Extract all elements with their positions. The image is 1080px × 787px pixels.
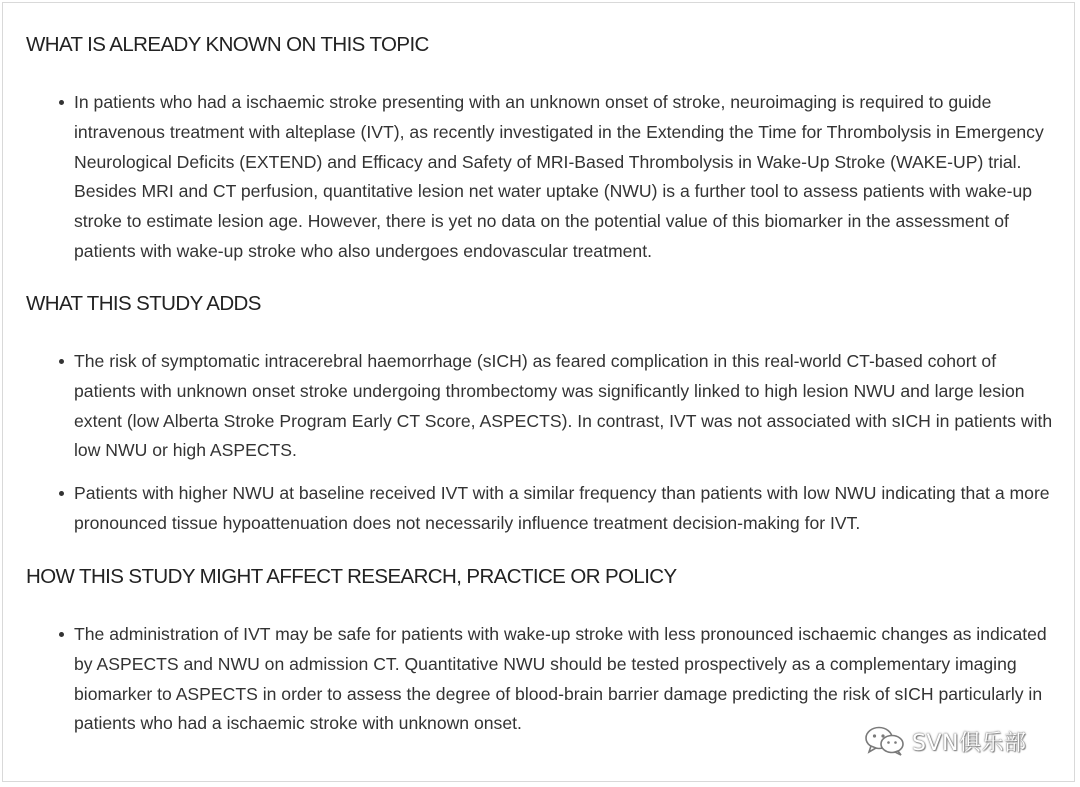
watermark [864,725,1026,757]
bullet-text: The administration of IVT may be safe for patients with wake-up stroke with less pronounced ischaemic changes as indicated by ASPECTS and NWU on admission CT. Quantitative NWU should be tested prospectively as a complementary imaging biomarker to ASPECTS in order to assess the degree of blood-brain barrier damage predicting the risk of sICH particularly in patients who had a ischaemic stroke with unknown onset. [74,624,1047,734]
bullet-list-known [74,88,1059,280]
bullet-text: Patients with higher NWU at baseline received IVT with a similar frequency than patients with low NWU indicating that a more pronounced tissue hypoattenuation does not necessarily influence treatment decision-making for IVT. [74,483,1050,533]
section-heading-known: WHAT IS ALREADY KNOWN ON THIS TOPIC [26,33,429,56]
list-item [74,88,1059,267]
bullet-text: The risk of symptomatic intracerebral haemorrhage (sICH) as feared complication in this real-world CT-based cohort of patients with unknown onset stroke undergoing thrombectomy was significantly linked to high lesion NWU and large lesion extent (low Alberta Stroke Program Early CT Score, ASPECTS). In contrast, IVT was not associated with sICH in patients with low NWU or high ASPECTS. [74,351,1053,461]
section-heading-adds: WHAT THIS STUDY ADDS [26,292,261,315]
bullet-icon [59,632,64,637]
bullet-icon [59,359,64,364]
bullet-list-adds [74,347,1059,552]
list-item [74,479,1059,539]
wechat-icon [864,725,906,757]
list-item [74,620,1059,739]
section-heading-affect: HOW THIS STUDY MIGHT AFFECT RESEARCH, PRACTICE OR POLICY [26,565,677,588]
watermark-text: SVN俱乐部 [912,730,1027,756]
bullet-text: In patients who had a ischaemic stroke presenting with an unknown onset of stroke, neuroimaging is required to guide intravenous treatment with alteplase (IVT), as recently investigated in the Extending the Time for Thrombolysis in Emergency Neurological Deficits (EXTEND) and Efficacy and Safety of MRI-Based Thrombolysis in Wake-Up Stroke (WAKE-UP) trial. Besides MRI and CT perfusion, quantitative lesion net water uptake (NWU) is a further tool to assess patients with wake-up stroke to estimate lesion age. However, there is yet no data on the potential value of this biomarker in the assessment of patients with wake-up stroke who also undergoes endovascular treatment. [74,92,1044,261]
list-item [74,347,1059,466]
bullet-icon [59,100,64,105]
